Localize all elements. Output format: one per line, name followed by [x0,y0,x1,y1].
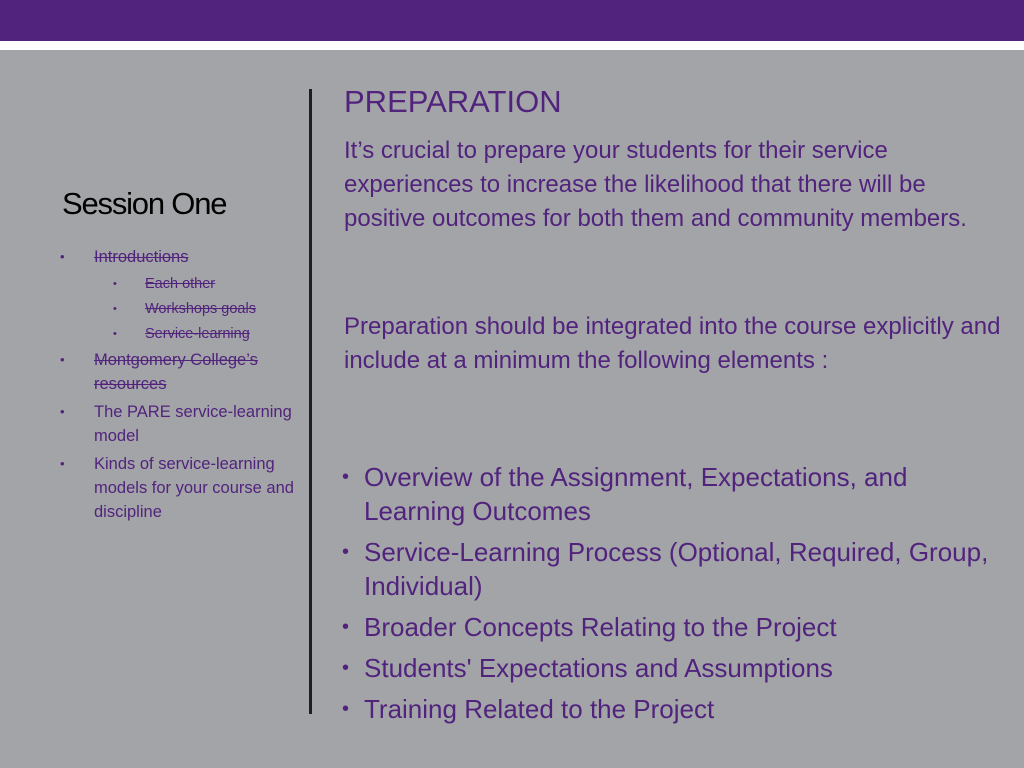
header-bar [0,0,1024,41]
session-title: Session One [62,186,227,221]
section-title: PREPARATION [344,84,562,119]
element-item: • Overview of the Assignment, Expectations, and Learning Outcomes [342,460,1002,528]
elements-list [342,460,1002,733]
agenda-item: • The PARE service-learning model [60,400,300,448]
agenda-subitem: • Service-learning [60,323,300,345]
element-item: • Students' Expectations and Assumptions [342,651,1002,685]
agenda-subitem: • Workshops goals [60,298,300,320]
element-item: • Service-Learning Process (Optional, Required, Group, Individual) [342,535,1002,603]
header-strip [0,41,1024,50]
agenda-list [60,245,300,528]
agenda-item: • Introductions [60,245,300,269]
agenda-item: • Montgomery College’s resources [60,348,300,396]
integration-paragraph: Preparation should be integrated into the course explicitly and include at a minimum the following elements : [344,313,1001,374]
element-item: • Training Related to the Project [342,692,1002,726]
element-item: • Broader Concepts Relating to the Project [342,610,1002,644]
intro-paragraph: It’s crucial to prepare your students for their service experiences to increase the likelihood that there will be positive outcomes for both them and community members. [344,137,967,232]
agenda-subitem: • Each other [60,273,300,295]
column-divider [309,89,312,714]
agenda-item: • Kinds of service-learning models for your course and discipline [60,452,300,524]
